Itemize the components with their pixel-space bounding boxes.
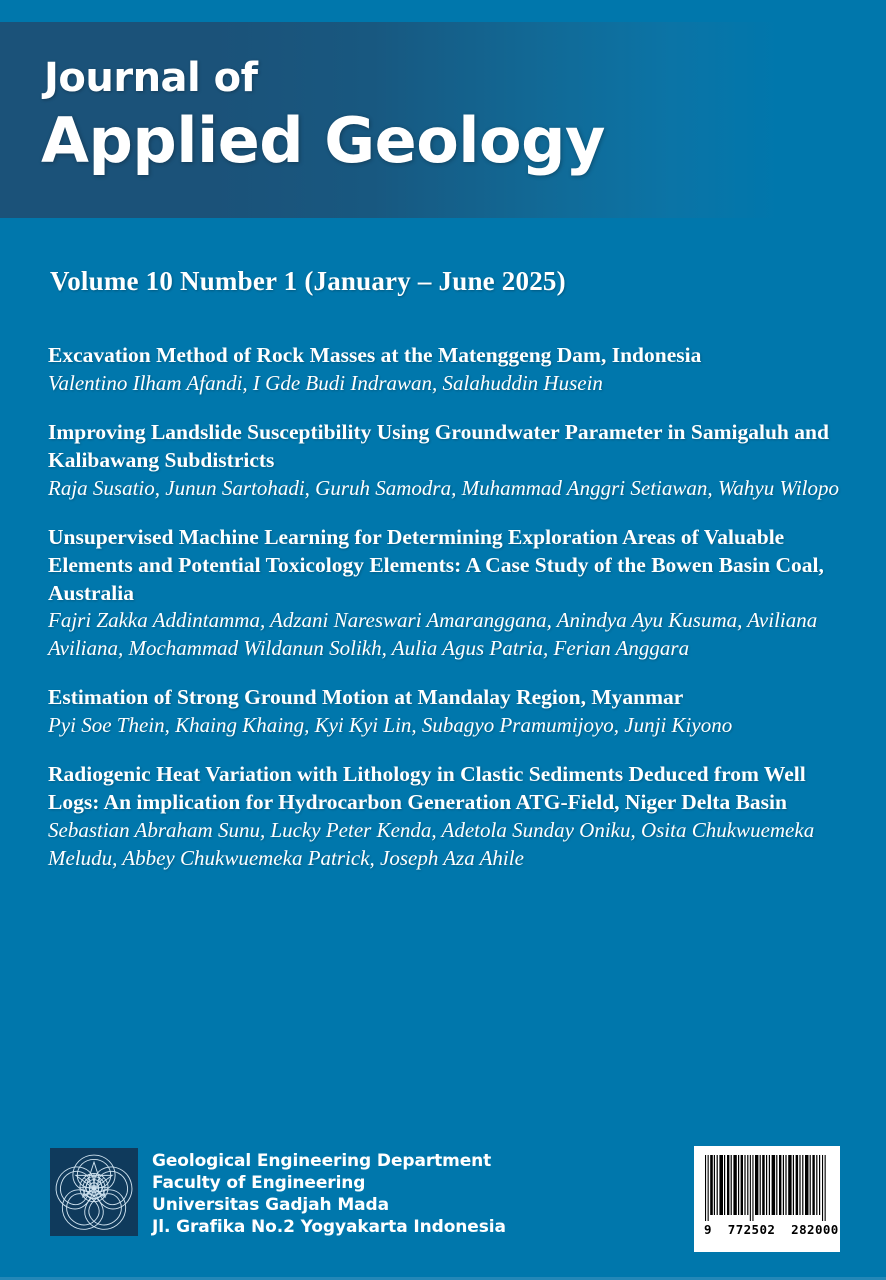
table-of-contents <box>48 342 848 894</box>
publisher-line-address: Jl. Grafika No.2 Yogyakarta Indonesia <box>152 1216 506 1237</box>
toc-entry <box>48 684 848 740</box>
article-title: Estimation of Strong Ground Motion at Mandalay Region, Myanmar <box>48 685 684 710</box>
article-authors: Fajri Zakka Addintamma, Adzani Nareswari Amaranggana, Anindya Ayu Kusuma, Aviliana Aviliana, Mochammad Wildanun Solikh, Aulia Agus Patria, Ferian Anggara <box>48 608 818 661</box>
barcode-bars-icon <box>704 1155 830 1221</box>
article-title: Improving Landslide Susceptibility Using Groundwater Parameter in Samigaluh and Kalibawang Subdistricts <box>48 419 829 472</box>
publisher-line-department: Geological Engineering Department <box>152 1151 492 1171</box>
article-authors: Pyi Soe Thein, Khaing Khaing, Kyi Kyi Lin, Subagyo Pramumijoyo, Junji Kiyono <box>48 713 733 738</box>
issue-volume-line: Volume 10 Number 1 (January – June 2025) <box>50 266 566 296</box>
masthead-inner <box>41 22 886 218</box>
publisher-line-university: Universitas Gadjah Mada <box>152 1194 389 1215</box>
article-authors: Sebastian Abraham Sunu, Lucky Peter Kenda, Adetola Sunday Oniku, Osita Chukwuemeka Meludu, Abbey Chukwuemeka Patrick, Joseph Aza Ahile <box>48 818 815 870</box>
publisher-line-faculty: Faculty of Engineering <box>152 1172 366 1193</box>
publisher-address <box>152 1148 506 1239</box>
article-title: Excavation Method of Rock Masses at the Matenggeng Dam, Indonesia <box>48 343 702 367</box>
journal-title-line1: Journal of <box>44 55 258 101</box>
toc-entry <box>48 419 848 503</box>
publisher-block <box>50 1148 506 1239</box>
barcode-number-label: 9 772502 282000 <box>704 1222 839 1237</box>
toc-entry <box>48 524 848 664</box>
ugm-seal-icon <box>50 1148 138 1236</box>
toc-entry <box>48 761 848 873</box>
article-title: Unsupervised Machine Learning for Determining Exploration Areas of Valuable Elements and Potential Toxicology Elements: A Case Study of the Bowen Basin Coal, Australia <box>48 524 824 605</box>
journal-title-line2: Applied Geology <box>41 104 605 177</box>
article-authors: Raja Susatio, Junun Sartohadi, Guruh Samodra, Muhammad Anggri Setiawan, Wahyu Wilopo <box>48 475 840 500</box>
masthead-band <box>0 22 886 218</box>
article-title: Radiogenic Heat Variation with Lithology in Clastic Sediments Deduced from Well Logs: An implication for Hydrocarbon Generation ATG-Field, Niger Delta Basin <box>48 762 806 815</box>
issn-barcode <box>694 1146 840 1252</box>
toc-entry <box>48 342 848 398</box>
article-authors: Valentino Ilham Afandi, I Gde Budi Indrawan, Salahuddin Husein <box>48 370 603 395</box>
